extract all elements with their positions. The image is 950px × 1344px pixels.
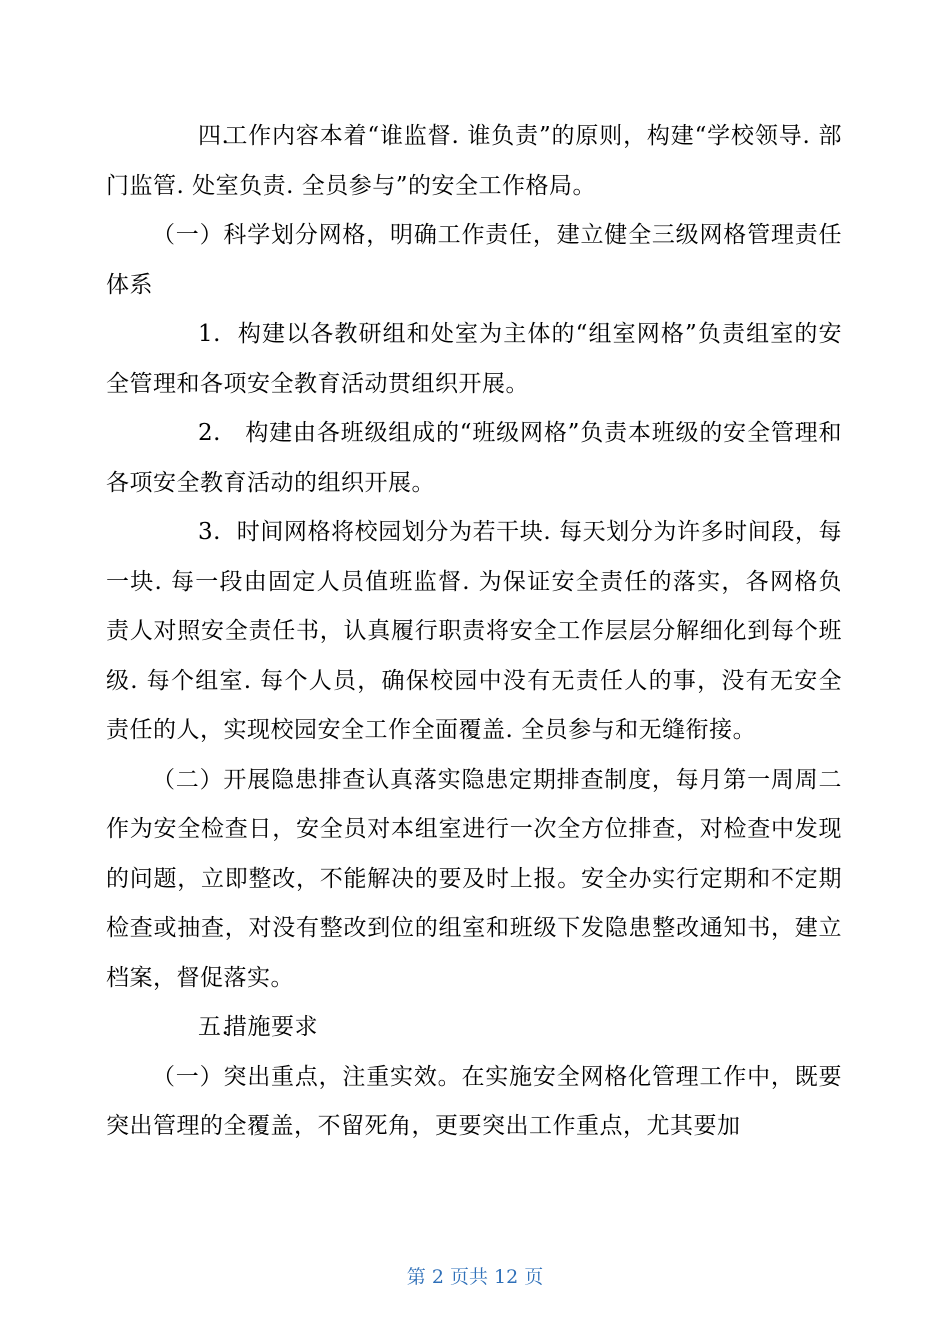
section-number: 四. bbox=[198, 123, 230, 149]
paragraph-text: （一）科学划分网格，明确工作责任，建立健全三级网格管理责任体系 bbox=[106, 222, 842, 298]
paragraph-text: 措施要求 bbox=[224, 1014, 318, 1040]
page-number-footer: 第 2 页共 12 页 bbox=[406, 1266, 544, 1288]
subsection-five-one-paragraph bbox=[106, 1053, 842, 1152]
paragraph-text: 构建以各教研组和处室为主体的“组室网格”负责组室的安全管理和各项安全教育活动贯组织开展。 bbox=[106, 321, 842, 397]
list-number: 3. bbox=[198, 519, 221, 545]
list-number: 1. bbox=[198, 321, 221, 347]
list-item-3 bbox=[106, 508, 842, 756]
paragraph-text: （一）突出重点，注重实效。在实施安全网格化管理工作中，既要突出管理的全覆盖，不留死角，更要突出工作重点，尤其要加 bbox=[106, 1063, 842, 1139]
section-four-paragraph bbox=[106, 112, 842, 211]
paragraph-text: 工作内容本着“谁监督. 谁负责”的原则，构建“学校领导. 部门监管. 处室负责. 全员参与”的安全工作格局。 bbox=[106, 123, 842, 199]
section-five-paragraph bbox=[106, 1003, 842, 1053]
list-item-1 bbox=[106, 310, 842, 409]
list-number: 2. bbox=[198, 420, 221, 446]
paragraph-text: 构建由各班级组成的“班级网格”负责本班级的安全管理和各项安全教育活动的组织开展。 bbox=[106, 420, 842, 496]
paragraph-text: 时间网格将校园划分为若干块. 每天划分为许多时间段，每一块. 每一段由固定人员值班监督. 为保证安全责任的落实，各网格负责人对照安全责任书，认真履行职责将安全工作层层分解细化到每个班级. 每个组室. 每个人员，确保校园中没有无责任人的事，没有无安全责任的人，实现校园安全工作全面覆盖. 全员参与和无缝衔接。 bbox=[106, 519, 842, 743]
list-item-2 bbox=[106, 409, 842, 508]
subsection-one-paragraph bbox=[106, 211, 842, 310]
section-number: 五. bbox=[198, 1014, 230, 1040]
paragraph-text: （二）开展隐患排查认真落实隐患定期排查制度，每月第一周周二作为安全检查日，安全员对本组室进行一次全方位排查，对检查中发现的问题，立即整改，不能解决的要及时上报。安全办实行定期和不定期检查或抽查，对没有整改到位的组室和班级下发隐患整改通知书，建立档案，督促落实。 bbox=[106, 766, 842, 991]
document-body bbox=[106, 112, 842, 1152]
subsection-two-paragraph bbox=[106, 756, 842, 1004]
